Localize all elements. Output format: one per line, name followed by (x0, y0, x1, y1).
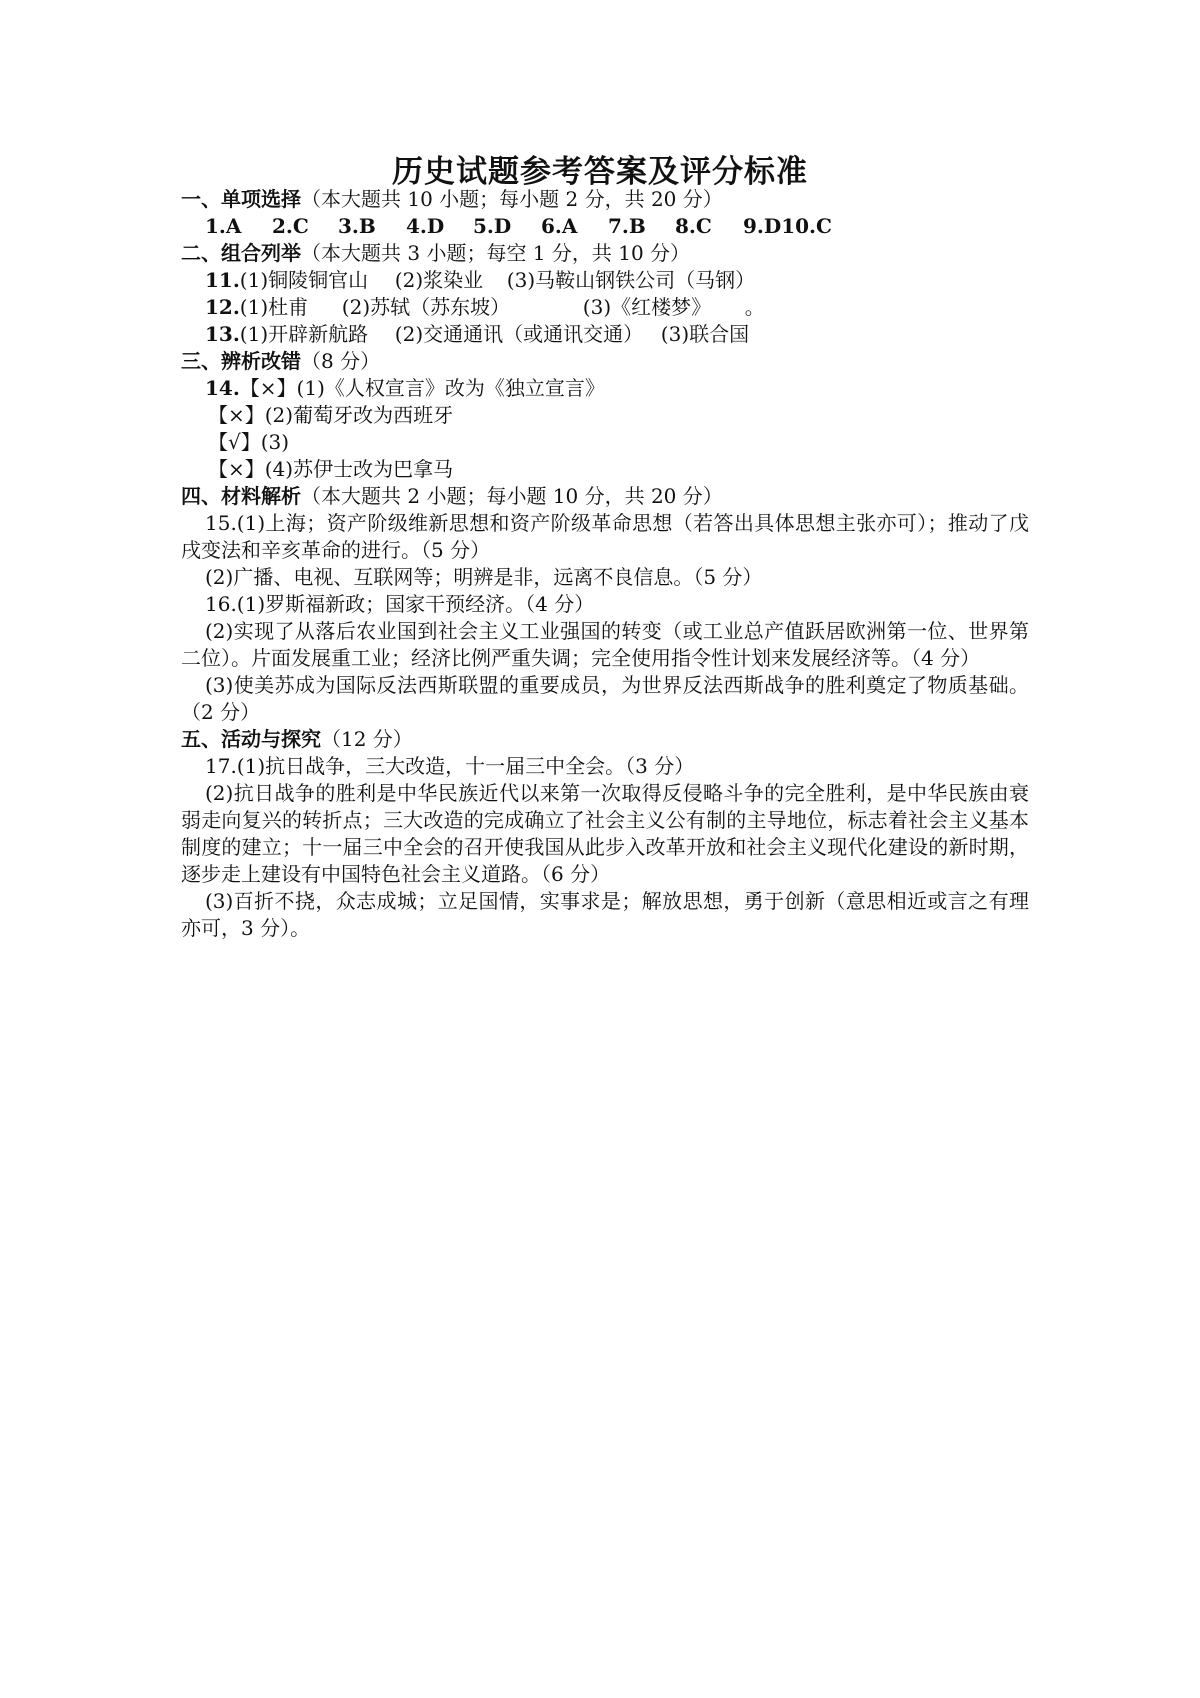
question-16-part-1: 16.(1)罗斯福新政；国家干预经济。（4 分） (205, 592, 595, 616)
answer-item: 4.D (406, 214, 445, 238)
question-number: 13. (205, 322, 240, 346)
section-1-answers (181, 213, 1029, 240)
section-2-note: （本大题共 3 小题；每空 1 分，共 10 分） (301, 241, 691, 265)
question-17-part-1: 17.(1)抗日战争，三大改造，十一届三中全会。（3 分） (205, 754, 695, 778)
question-13 (181, 321, 1029, 348)
section-4-note: （本大题共 2 小题；每小题 10 分，共 20 分） (301, 484, 723, 508)
answer-item: 8.C (675, 214, 712, 238)
answer-text: 【×】(4)苏伊士改为巴拿马 (208, 457, 454, 481)
question-number: 14. (205, 376, 240, 400)
answer-item: 1.A (205, 214, 242, 238)
question-14-line-1 (181, 375, 1029, 402)
answer-content (181, 186, 1029, 942)
answer-text: 【×】(2)葡萄牙改为西班牙 (208, 403, 454, 427)
section-3-title: 三、辨析改错 (181, 349, 301, 373)
question-16-part-2: (2)实现了从落后农业国到社会主义工业强国的转变（或工业总产值跃居欧洲第一位、世界第二位）。片面发展重工业；经济比例严重失调；完全使用指令性计划来发展经济等。（4 分） (181, 619, 1029, 670)
section-1-note: （本大题共 10 小题；每小题 2 分，共 20 分） (301, 187, 723, 211)
question-17-part-3: (3)百折不挠，众志成城；立足国情，实事求是；解放思想，勇于创新（意思相近或言之有理亦可，3 分）。 (181, 889, 1029, 940)
section-3-heading (181, 348, 1029, 375)
answer-item: 3.B (338, 214, 376, 238)
question-15-part-2: (2)广播、电视、互联网等；明辨是非，远离不良信息。（5 分） (205, 565, 763, 589)
answer-text: (3)《红楼梦》 (582, 295, 712, 319)
answer-text: (2)浆染业 (394, 268, 484, 292)
question-15-part-1: 15.(1)上海；资产阶级维新思想和资产阶级革命思想（若答出具体思想主张亦可）；推动了戊戌变法和辛亥革命的进行。（5 分） (181, 511, 1029, 562)
answer-text: (2)交通通讯（或通讯交通） (394, 322, 644, 346)
question-number: 11. (205, 268, 240, 292)
section-1-heading (181, 186, 1029, 213)
question-12 (181, 294, 1029, 321)
answer-text: (2)苏轼（苏东坡） (341, 295, 511, 319)
answer-text: (1)开辟新航路 (239, 322, 369, 346)
section-4-title: 四、材料解析 (181, 484, 301, 508)
section-2-title: 二、组合列举 (181, 241, 301, 265)
answer-text: (3)马鞍山钢铁公司（马钢） (506, 268, 756, 292)
answer-text: (1)杜甫 (239, 295, 309, 319)
answer-item: 9.D10.C (743, 214, 832, 238)
section-2-heading (181, 240, 1029, 267)
answer-text: (3)联合国 (660, 322, 750, 346)
answer-text: 【√】(3) (208, 430, 290, 454)
answer-text: (1)铜陵铜官山 (239, 268, 369, 292)
section-1-title: 一、单项选择 (181, 187, 301, 211)
section-5-title: 五、活动与探究 (181, 727, 321, 751)
question-14-line-2 (181, 402, 1029, 429)
answer-item: 7.B (608, 214, 646, 238)
section-4-heading (181, 483, 1029, 510)
section-5-note: （12 分） (321, 727, 413, 751)
question-number: 12. (205, 295, 240, 319)
answer-text: 。 (744, 295, 765, 319)
answer-item: 2.C (272, 214, 309, 238)
question-17-part-2: (2)抗日战争的胜利是中华民族近代以来第一次取得反侵略斗争的完全胜利，是中华民族由衰弱走向复兴的转折点；三大改造的完成确立了社会主义公有制的主导地位，标志着社会主义基本制度的建立；十一届三中全会的召开使我国从此步入改革开放和社会主义现代化建设的新时期，逐步走上建设有中国特色社会主义道路。（6 分） (181, 781, 1029, 886)
section-3-note: （8 分） (301, 349, 381, 373)
question-11 (181, 267, 1029, 294)
question-14-line-3 (181, 429, 1029, 456)
question-14-line-4 (181, 456, 1029, 483)
answer-item: 6.A (541, 214, 578, 238)
section-5-heading (181, 726, 1029, 753)
answer-text: 【×】(1)《人权宣言》改为《独立宣言》 (239, 376, 605, 400)
answer-item: 5.D (473, 214, 512, 238)
document-title: 历史试题参考答案及评分标准 (392, 154, 808, 190)
question-16-part-3: (3)使美苏成为国际反法西斯联盟的重要成员，为世界反法西斯战争的胜利奠定了物质基础。（2 分） (181, 673, 1029, 724)
